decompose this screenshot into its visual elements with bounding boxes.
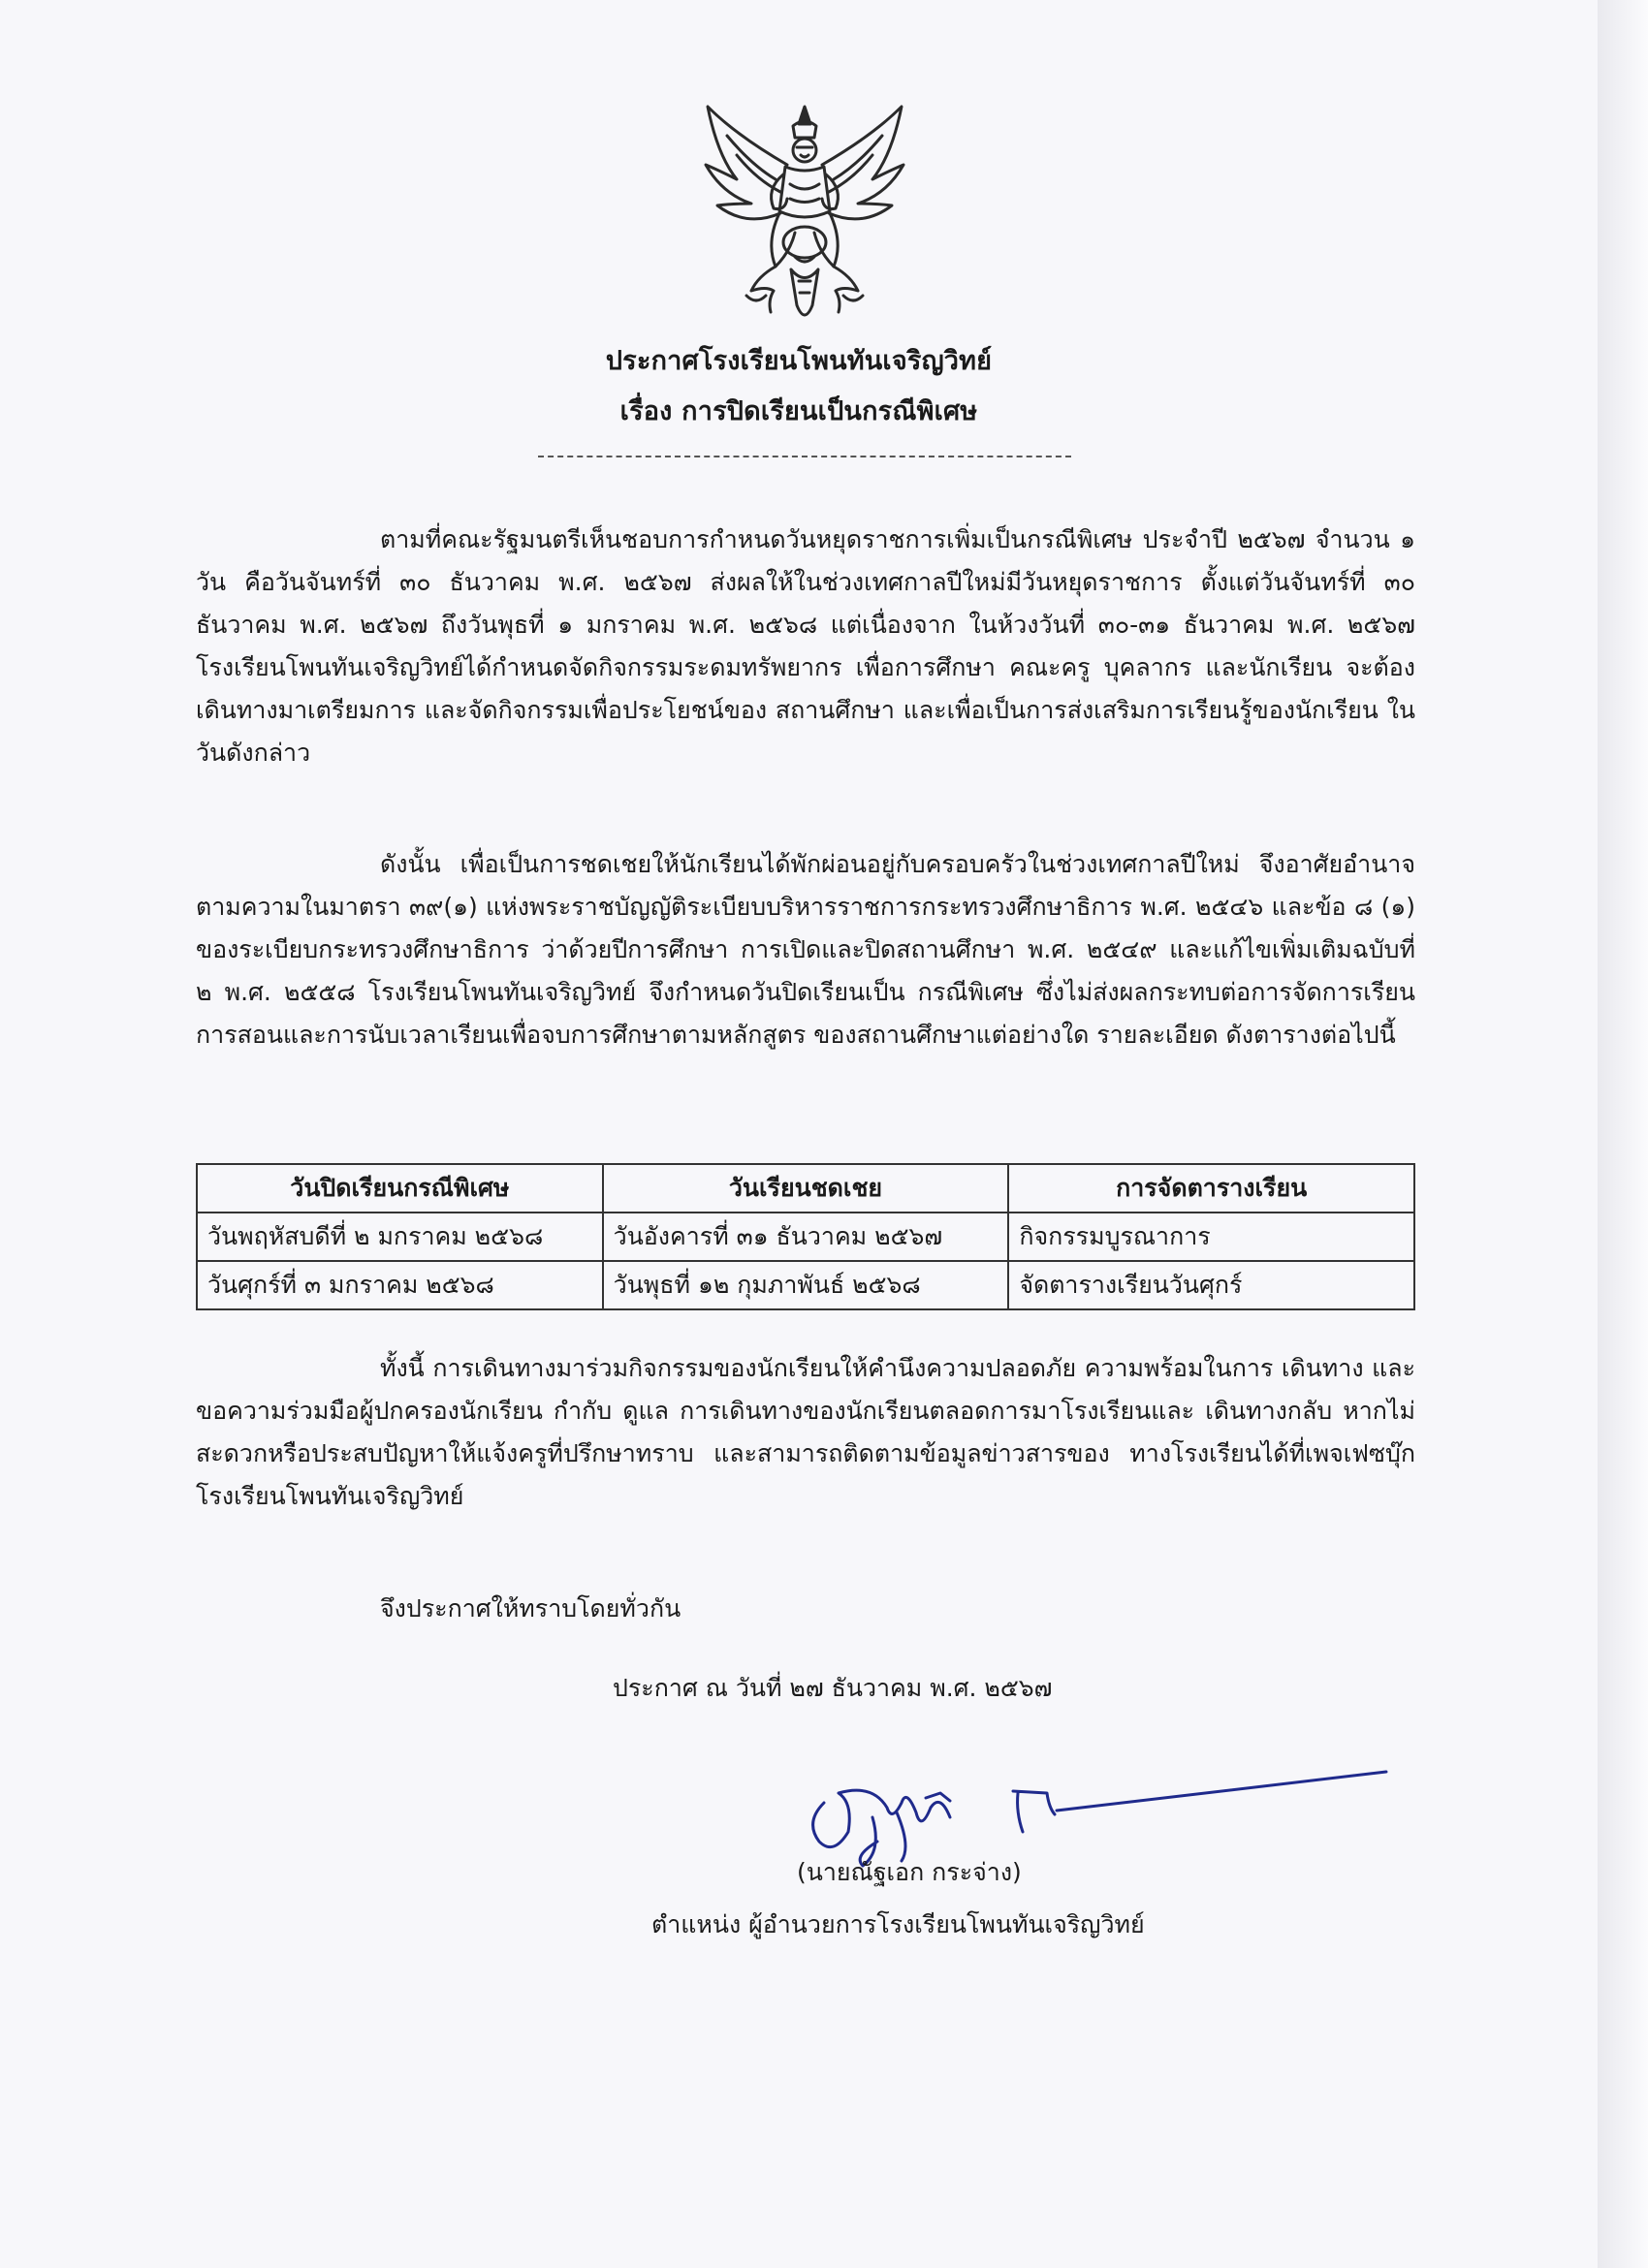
garuda-emblem-icon [698,97,911,339]
table-header-cell: วันปิดเรียนกรณีพิเศษ [197,1164,603,1213]
table-cell: วันอังคารที่ ๓๑ ธันวาคม ๒๕๖๗ [603,1213,1009,1261]
table-row [197,1213,1414,1261]
table-cell: วันศุกร์ที่ ๓ มกราคม ๒๕๖๘ [197,1261,603,1309]
schedule-table [196,1163,1415,1310]
table-cell: จัดตารางเรียนวันศุกร์ [1008,1261,1414,1309]
signatory-position: ตำแหน่ง ผู้อำนวยการโรงเรียนโพนทันเจริญวิทย์ [651,1910,1145,1938]
table-row [197,1261,1414,1309]
table-header-cell: การจัดตารางเรียน [1008,1164,1414,1213]
signatory-name: (นายณัฐเอก กระจ่าง) [797,1858,1022,1886]
body-paragraph-1: ตามที่คณะรัฐมนตรีเห็นชอบการกำหนดวันหยุดราชการเพิ่มเป็นกรณีพิเศษ ประจำปี ๒๕๖๗ จำนวน ๑ วัน คือวันจันทร์ที่ ๓๐ ธันวาคม พ.ศ. ๒๕๖๗ ส่งผลให้ในช่วงเทศกาลปีใหม่มีวันหยุดราชการ ตั้งแต่วันจันทร์ที่ ๓๐ ธันวาคม พ.ศ. ๒๕๖๗ ถึงวันพุธที่ ๑ มกราคม พ.ศ. ๒๕๖๘ แต่เนื่องจาก ในห้วงวันที่ ๓๐-๓๑ ธันวาคม พ.ศ. ๒๕๖๗ โรงเรียนโพนทันเจริญวิทย์ได้กำหนดจัดกิจกรรมระดมทรัพยากร เพื่อการศึกษา คณะครู บุคลากร และนักเรียน จะต้องเดินทางมาเตรียมการ และจัดกิจกรรมเพื่อประโยชน์ของ สถานศึกษา และเพื่อเป็นการส่งเสริมการเรียนรู้ของนักเรียน ในวันดังกล่าว [196,525,1415,767]
announcement-subject: เรื่อง การปิดเรียนเป็นกรณีพิเศษ [619,396,978,426]
body-paragraph-2: ดังนั้น เพื่อเป็นการชดเชยให้นักเรียนได้พักผ่อนอยู่กับครอบครัวในช่วงเทศกาลปีใหม่ จึงอาศัยอำนาจตามความในมาตรา ๓๙(๑) แห่งพระราชบัญญัติระเบียบบริหารราชการกระทรวงศึกษาธิการ พ.ศ. ๒๕๔๖ และข้อ ๘ (๑) ของระเบียบกระทรวงศึกษาธิการ ว่าด้วยปีการศึกษา การเปิดและปิดสถานศึกษา พ.ศ. ๒๕๔๙ และแก้ไขเพิ่มเติมฉบับที่ ๒ พ.ศ. ๒๕๕๘ โรงเรียนโพนทันเจริญวิทย์ จึงกำหนดวันปิดเรียนเป็น กรณีพิเศษ ซึ่งไม่ส่งผลกระทบต่อการจัดการเรียนการสอนและการนับเวลาเรียนเพื่อจบการศึกษาตามหลักสูตร ของสถานศึกษาแต่อย่างใด รายละเอียด ดังตารางต่อไปนี้ [196,850,1415,1049]
scan-edge [1598,0,1648,2268]
table-header-row [197,1164,1414,1213]
table-cell: วันพฤหัสบดีที่ ๒ มกราคม ๒๕๖๘ [197,1213,603,1261]
table-cell: วันพุธที่ ๑๒ กุมภาพันธ์ ๒๕๖๘ [603,1261,1009,1309]
announcement-title: ประกาศโรงเรียนโพนทันเจริญวิทย์ [605,346,993,376]
table-cell: กิจกรรมบูรณาการ [1008,1213,1414,1261]
announcement-date: ประกาศ ณ วันที่ ๒๗ ธันวาคม พ.ศ. ๒๕๖๗ [613,1674,1053,1702]
body-paragraph-3: ทั้งนี้ การเดินทางมาร่วมกิจกรรมของนักเรียนให้คำนึงความปลอดภัย ความพร้อมในการ เดินทาง และขอความร่วมมือผู้ปกครองนักเรียน กำกับ ดูแล การเดินทางของนักเรียนตลอดการมาโรงเรียนและ เดินทางกลับ หากไม่สะดวกหรือประสบปัญหาให้แจ้งครูที่ปรึกษาทราบ และสามารถติดตามข้อมูลข่าวสารของ ทางโรงเรียนได้ที่เพจเฟซบุ๊กโรงเรียนโพนทันเจริญวิทย์ [196,1354,1415,1510]
closing-statement: จึงประกาศให้ทราบโดยทั่วกัน [380,1594,681,1622]
table-header-cell: วันเรียนชดเชย [603,1164,1009,1213]
divider-dashed [538,456,1071,457]
